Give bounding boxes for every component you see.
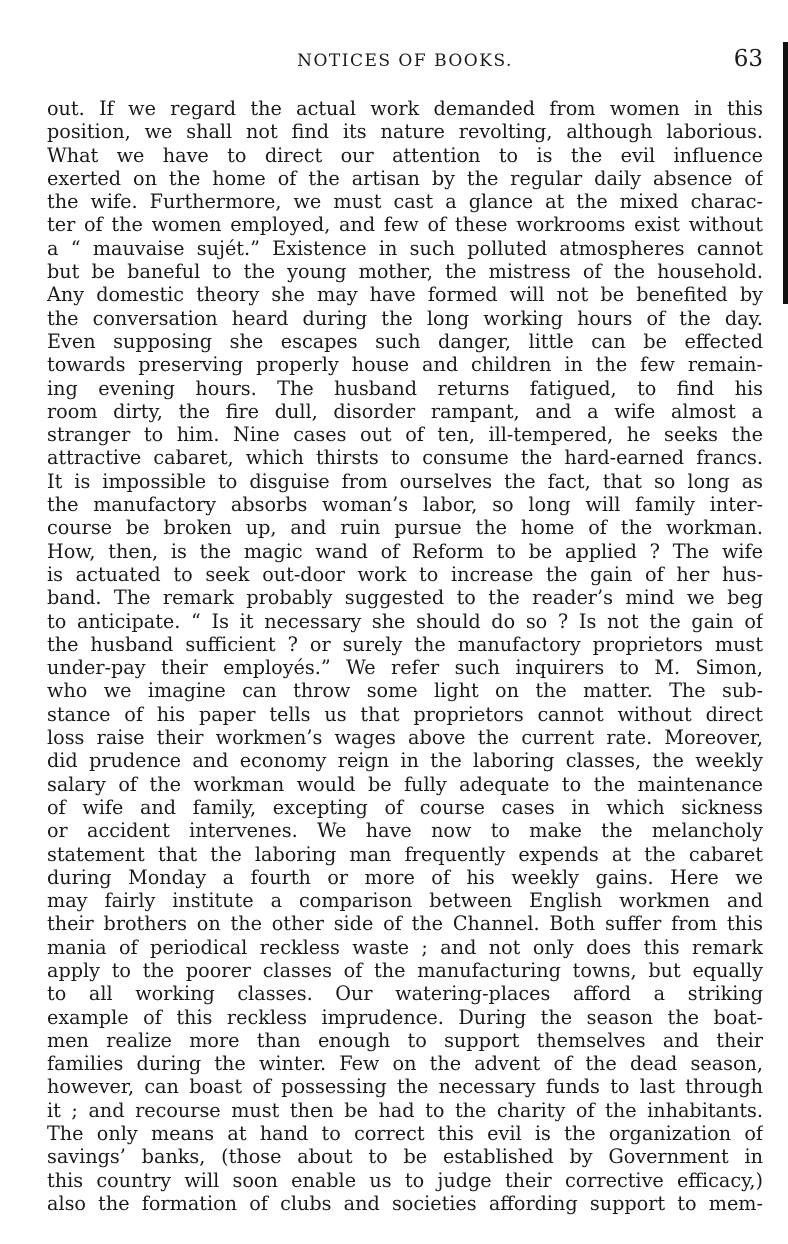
text-line: who we imagine can throw some light on the matter. The sub- — [47, 679, 763, 703]
text-line: exerted on the home of the artisan by the regular daily absence of — [47, 166, 763, 190]
text-line: or accident intervenes. We have now to make the melancholy — [47, 819, 763, 843]
text-line: The only means at hand to correct this evil is the organization of — [47, 1122, 763, 1146]
body-text — [47, 97, 763, 1215]
text-line: their brothers on the other side of the Channel. Both suffer from this — [47, 912, 763, 936]
text-line: It is impossible to disguise from ourselves the fact, that so long as — [47, 469, 763, 493]
text-line: is actuated to seek out-door work to increase the gain of her hus- — [47, 562, 763, 586]
text-line: Any domestic theory she may have formed will not be benefited by — [47, 283, 763, 307]
running-head: NOTICES OF BOOKS. — [297, 51, 513, 71]
text-line: apply to the poorer classes of the manufacturing towns, but equally — [47, 958, 763, 982]
text-line: but be baneful to the young mother, the mistress of the household. — [47, 260, 763, 284]
text-line: course be broken up, and ruin pursue the home of the workman. — [47, 516, 763, 540]
text-line: position, we shall not find its nature revolting, although laborious. — [47, 120, 763, 144]
text-line: How, then, is the magic wand of Reform to be applied ? The wife — [47, 539, 763, 563]
text-line: of wife and family, excepting of course cases in which sickness — [47, 795, 763, 819]
text-line: band. The remark probably suggested to the reader’s mind we beg — [47, 586, 763, 610]
text-line: stance of his paper tells us that proprietors cannot without direct — [47, 702, 763, 726]
text-line: may fairly institute a comparison between English workmen and — [47, 889, 763, 913]
text-line: men realize more than enough to support themselves and their — [47, 1028, 763, 1052]
text-line: attractive cabaret, which thirsts to consume the hard-earned francs. — [47, 446, 763, 470]
text-line: savings’ banks, (those about to be established by Government in — [47, 1145, 763, 1169]
text-line: towards preserving properly house and children in the few remain- — [47, 353, 763, 377]
text-line: the conversation heard during the long working hours of the day. — [47, 306, 763, 330]
text-line: loss raise their workmen’s wages above the current rate. Moreover, — [47, 726, 763, 750]
margin-rule — [783, 42, 788, 304]
page-number: 63 — [733, 46, 763, 72]
page-header — [47, 46, 763, 76]
text-line: statement that the laboring man frequently expends at the cabaret — [47, 842, 763, 866]
text-line: the husband sufficient ? or surely the manufactory proprietors must — [47, 632, 763, 656]
text-line: to anticipate. “ Is it necessary she should do so ? Is not the gain of — [47, 609, 763, 633]
text-line: however, can boast of possessing the necessary funds to last through — [47, 1075, 763, 1099]
text-line: ter of the women employed, and few of these workrooms exist without — [47, 213, 763, 237]
text-line: out. If we regard the actual work demanded from women in this — [47, 97, 763, 120]
text-line: Even supposing she escapes such danger, little can be effected — [47, 329, 763, 353]
text-line: the wife. Furthermore, we must cast a glance at the mixed charac- — [47, 190, 763, 214]
text-line: a “ mauvaise sujét.” Existence in such polluted atmospheres cannot — [47, 236, 763, 260]
text-line: families during the winter. Few on the advent of the dead season, — [47, 1052, 763, 1076]
text-line: under-pay their employés.” We refer such inquirers to M. Simon, — [47, 656, 763, 680]
text-line: did prudence and economy reign in the laboring classes, the weekly — [47, 749, 763, 773]
text-line: salary of the workman would be fully adequate to the maintenance — [47, 772, 763, 796]
text-line: example of this reckless imprudence. During the season the boat- — [47, 1005, 763, 1029]
text-line: to all working classes. Our watering-places afford a striking — [47, 982, 763, 1006]
text-line: What we have to direct our attention to is the evil influence — [47, 143, 763, 167]
text-line: this country will soon enable us to judge their corrective efficacy,) — [47, 1168, 763, 1192]
text-line: during Monday a fourth or more of his weekly gains. Here we — [47, 865, 763, 889]
text-line: room dirty, the fire dull, disorder rampant, and a wife almost a — [47, 399, 763, 423]
text-line: mania of periodical reckless waste ; and not only does this remark — [47, 935, 763, 959]
text-line: also the formation of clubs and societies affording support to mem- — [47, 1191, 763, 1215]
text-line: stranger to him. Nine cases out of ten, ill-tempered, he seeks the — [47, 423, 763, 447]
text-line: it ; and recourse must then be had to the charity of the inhabitants. — [47, 1098, 763, 1122]
text-line: ing evening hours. The husband returns fatigued, to find his — [47, 376, 763, 400]
text-line: the manufactory absorbs woman’s labor, so long will family inter- — [47, 493, 763, 517]
